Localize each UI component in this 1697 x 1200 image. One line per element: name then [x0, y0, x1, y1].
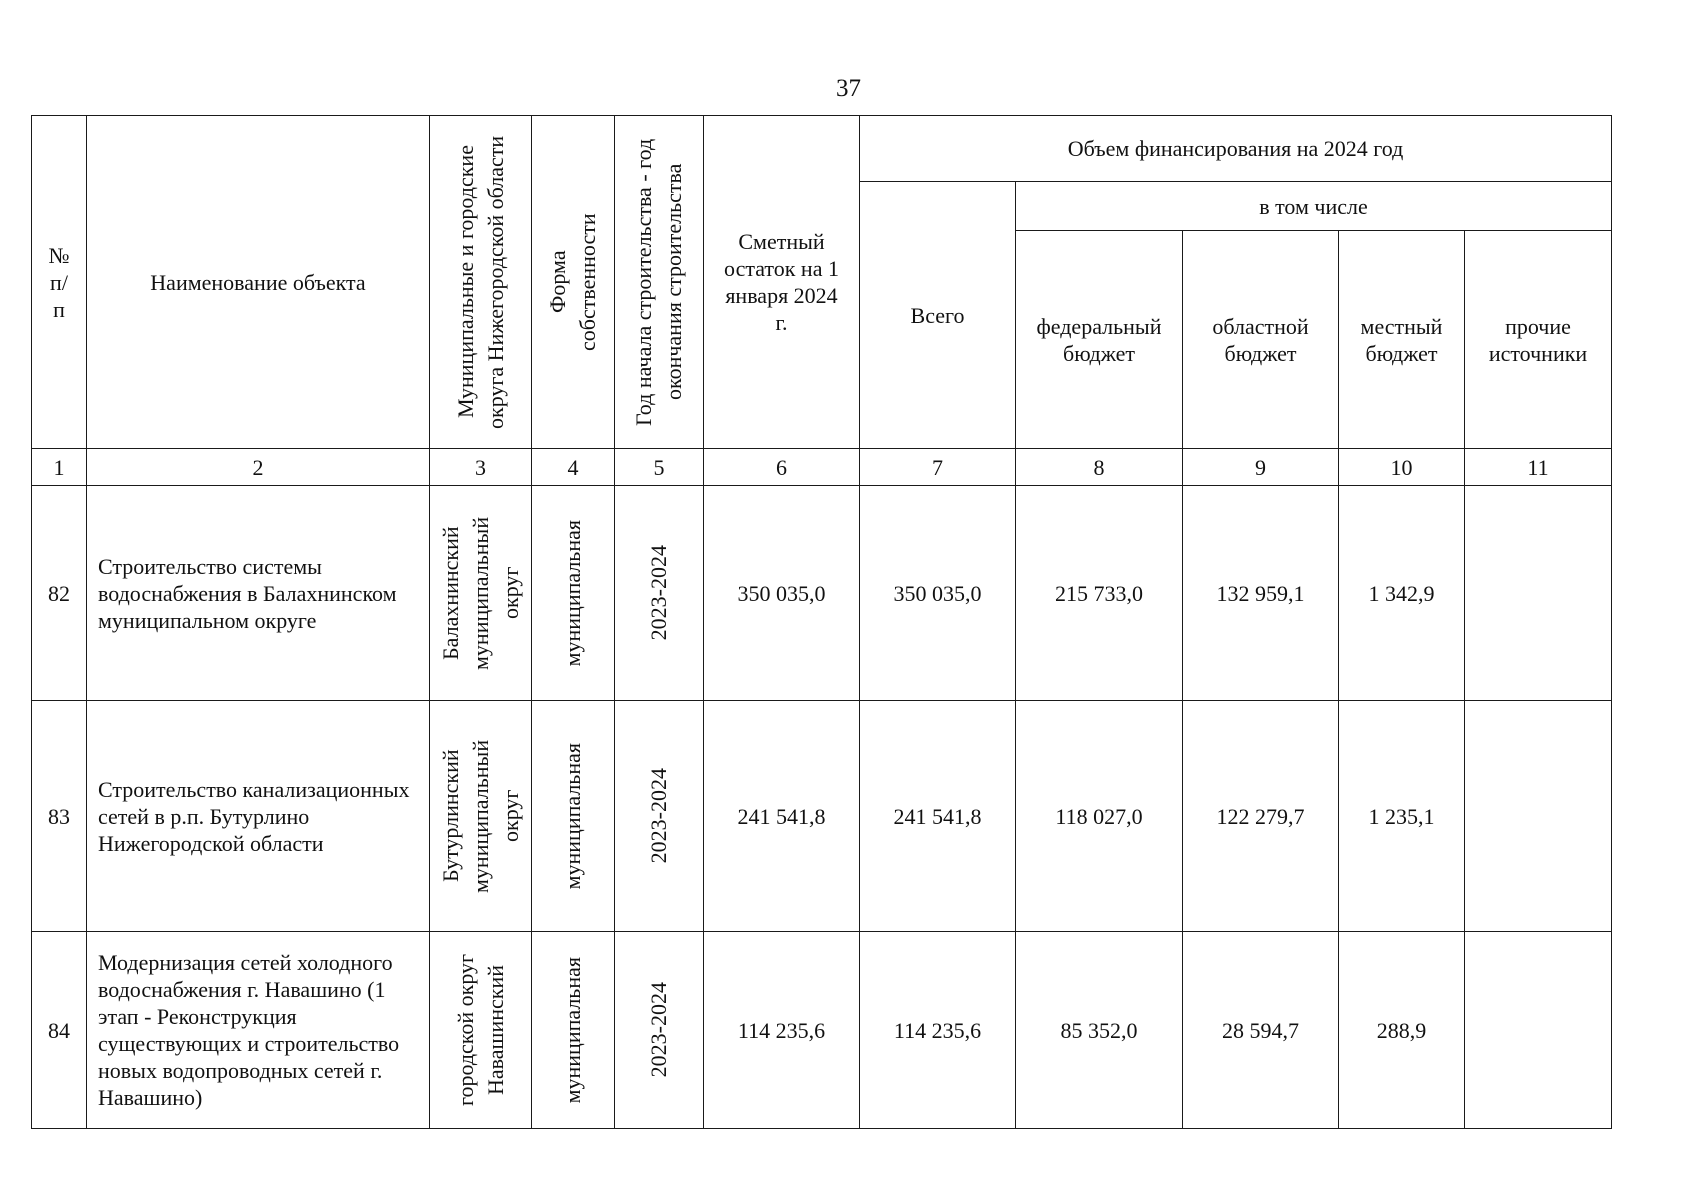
table-row	[32, 932, 1612, 1129]
column-number: 7	[860, 449, 1016, 486]
total-cell: 350 035,0	[860, 486, 1016, 701]
header-regional: областной бюджет	[1183, 231, 1339, 449]
balance-cell: 241 541,8	[704, 701, 860, 932]
header-local: местный бюджет	[1339, 231, 1465, 449]
header-ownership	[532, 116, 615, 449]
total-cell: 241 541,8	[860, 701, 1016, 932]
page-number: 37	[836, 75, 861, 102]
column-number: 9	[1183, 449, 1339, 486]
district-label: Балахнинский муниципальный округ	[437, 516, 523, 670]
column-number: 11	[1465, 449, 1612, 486]
other-cell	[1465, 486, 1612, 701]
column-number: 1	[32, 449, 87, 486]
column-number: 3	[430, 449, 532, 486]
column-numbers-row	[32, 449, 1612, 486]
regional-cell: 28 594,7	[1183, 932, 1339, 1129]
header-district-label: Муниципальные и городские округа Нижегородской области	[452, 135, 508, 429]
district-cell	[430, 932, 532, 1129]
header-total: Всего	[860, 182, 1016, 449]
balance-cell: 114 235,6	[704, 932, 860, 1129]
column-number: 5	[615, 449, 704, 486]
column-number: 2	[87, 449, 430, 486]
header-years-label: Год начала строительства - год окончания строительства	[631, 138, 686, 426]
table-row	[32, 486, 1612, 701]
ownership-label: муниципальная	[560, 742, 585, 890]
regional-cell: 132 959,1	[1183, 486, 1339, 701]
years-label: 2023-2024	[646, 982, 671, 1078]
row-number: 82	[32, 486, 87, 701]
header-no: № п/ п	[32, 116, 87, 449]
row-number: 84	[32, 932, 87, 1129]
balance-cell: 350 035,0	[704, 486, 860, 701]
regional-cell: 122 279,7	[1183, 701, 1339, 932]
header-balance: Сметный остаток на 1 января 2024 г.	[704, 116, 860, 449]
ownership-label: муниципальная	[560, 956, 585, 1104]
local-cell: 288,9	[1339, 932, 1465, 1129]
federal-cell: 85 352,0	[1016, 932, 1183, 1129]
header-funding-group: Объем финансирования на 2024 год	[860, 116, 1612, 182]
header-name: Наименование объекта	[87, 116, 430, 449]
ownership-cell	[532, 701, 615, 932]
object-name: Модернизация сетей холодного водоснабжения г. Навашино (1 этап - Реконструкция существующих и строительство новых водопроводных сетей г. Навашино)	[87, 932, 430, 1129]
total-cell: 114 235,6	[860, 932, 1016, 1129]
years-cell	[615, 932, 704, 1129]
header-years	[615, 116, 704, 449]
ownership-label: муниципальная	[560, 519, 585, 667]
row-number: 83	[32, 701, 87, 932]
district-cell	[430, 486, 532, 701]
header-including: в том числе	[1016, 182, 1612, 231]
column-number: 4	[532, 449, 615, 486]
financing-table	[31, 115, 1612, 1129]
header-other: прочие источники	[1465, 231, 1612, 449]
years-label: 2023-2024	[646, 545, 671, 641]
years-cell	[615, 486, 704, 701]
header-federal: федеральный бюджет	[1016, 231, 1183, 449]
federal-cell: 215 733,0	[1016, 486, 1183, 701]
years-label: 2023-2024	[646, 768, 671, 864]
federal-cell: 118 027,0	[1016, 701, 1183, 932]
column-number: 10	[1339, 449, 1465, 486]
header-district	[430, 116, 532, 449]
other-cell	[1465, 701, 1612, 932]
object-name: Строительство системы водоснабжения в Балахнинском муниципальном округе	[87, 486, 430, 701]
district-label: Бутурлинский муниципальный округ	[437, 739, 523, 893]
years-cell	[615, 701, 704, 932]
district-label: городской округ Навашинский	[452, 953, 508, 1107]
column-number: 8	[1016, 449, 1183, 486]
table-row	[32, 701, 1612, 932]
local-cell: 1 342,9	[1339, 486, 1465, 701]
local-cell: 1 235,1	[1339, 701, 1465, 932]
other-cell	[1465, 932, 1612, 1129]
object-name: Строительство канализационных сетей в р.п. Бутурлино Нижегородской области	[87, 701, 430, 932]
district-cell	[430, 701, 532, 932]
header-row-1	[32, 116, 1612, 182]
ownership-cell	[532, 932, 615, 1129]
column-number: 6	[704, 449, 860, 486]
ownership-cell	[532, 486, 615, 701]
header-ownership-label: Форма собственности	[545, 213, 600, 351]
